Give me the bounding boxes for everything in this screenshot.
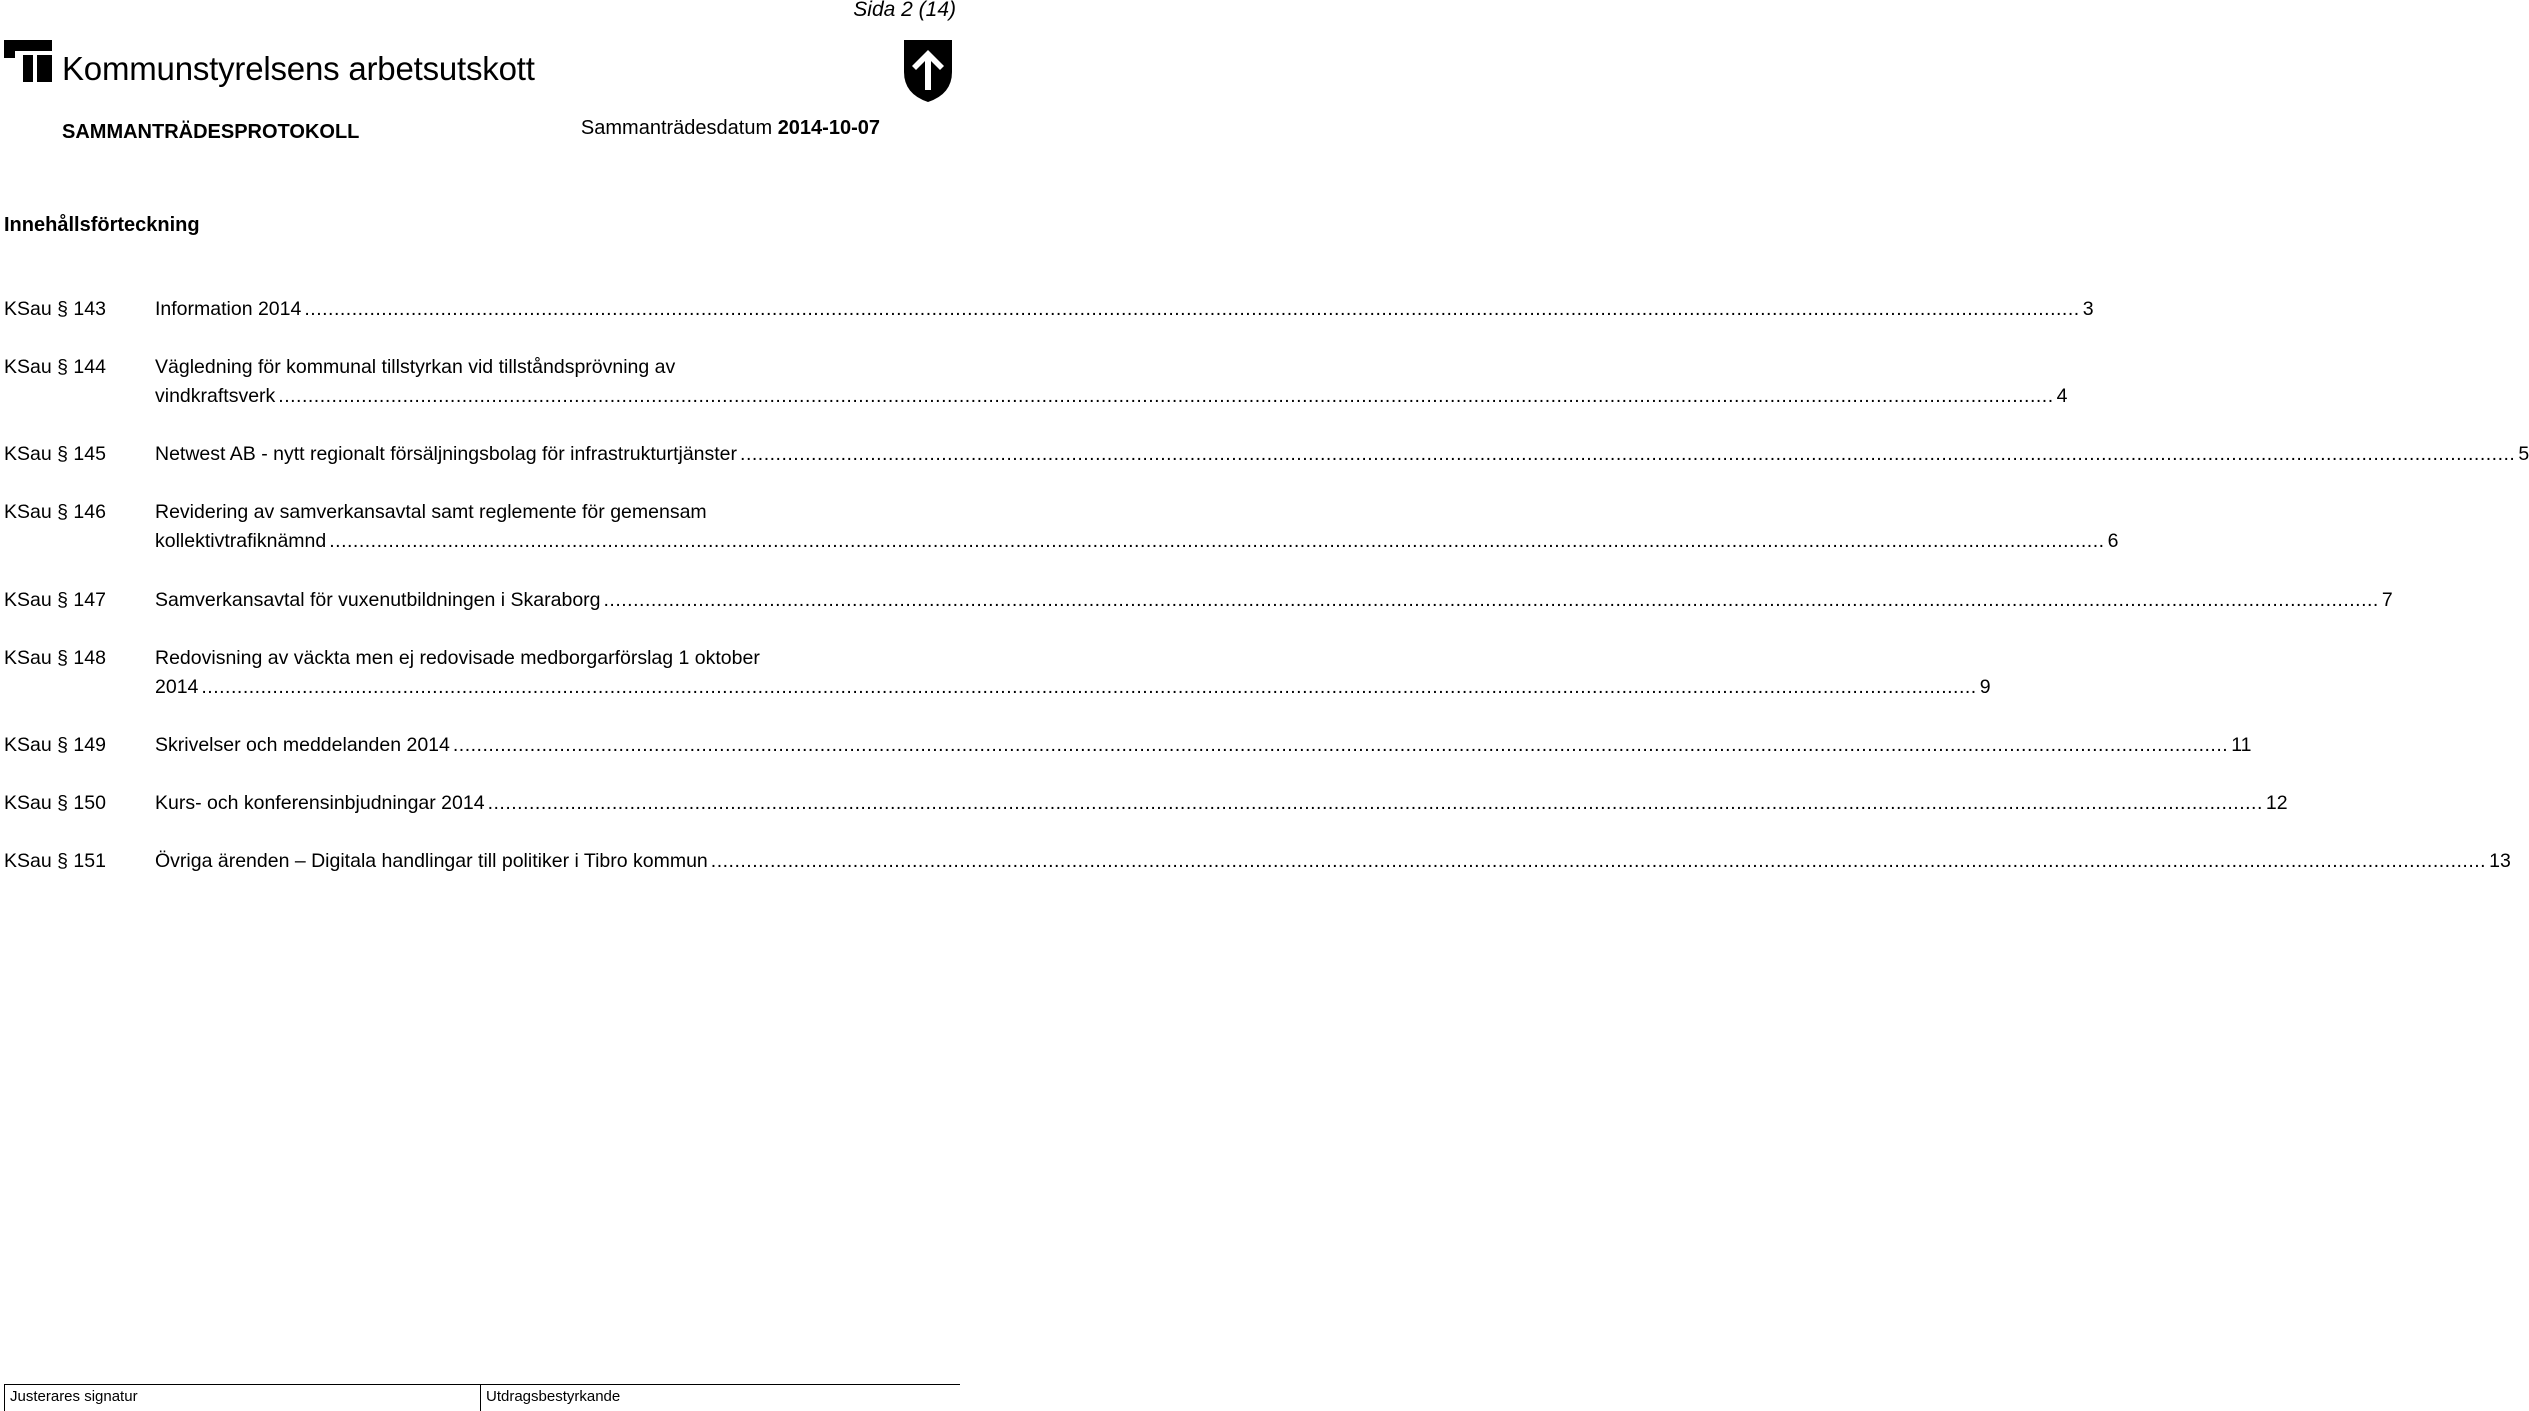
toc-page: 5 <box>2518 443 2529 465</box>
toc-page: 7 <box>2381 589 2393 611</box>
toc-ref: KSau § 151 <box>4 850 106 872</box>
toc-title: Information 2014 <box>155 298 302 320</box>
toc-leader: ............................................................................................................................................................................................................................................................................................................ <box>329 530 2105 552</box>
toc-title: Kurs- och konferensinbjudningar 2014 <box>155 792 485 814</box>
toc-ref: KSau § 150 <box>4 792 106 814</box>
coat-of-arms-icon <box>902 38 954 104</box>
toc-leader: ............................................................................................................................................................................................................................................................................................................ <box>452 734 2229 756</box>
toc-page: 6 <box>2107 530 2119 552</box>
toc-leader: ............................................................................................................................................................................................................................................................................................................ <box>740 443 2516 465</box>
toc-title: Vägledning för kommunal tillstyrkan vid tillståndsprövning av <box>155 356 676 378</box>
toc-title: Övriga ärenden – Digitala handlingar till politiker i Tibro kommun <box>155 850 708 872</box>
toc-page: 11 <box>2231 734 2252 756</box>
meeting-date-label: Sammanträdesdatum <box>580 117 773 139</box>
meeting-date: 2014-10-07 <box>777 117 880 139</box>
toc-ref: KSau § 147 <box>4 589 106 611</box>
toc-title: Netwest AB - nytt regionalt försäljningsbolag för infrastrukturtjänster <box>155 443 738 465</box>
toc-page: 12 <box>2265 792 2288 814</box>
tibro-logo-icon <box>4 40 52 82</box>
toc-leader: ............................................................................................................................................................................................................................................................................................................ <box>487 792 2263 814</box>
toc-leader: ............................................................................................................................................................................................................................................................................................................ <box>304 298 2080 320</box>
toc-title: Samverkansavtal för vuxenutbildningen i Skaraborg <box>155 589 601 611</box>
adjuster-signature-field: Justerares signatur <box>4 1385 480 1411</box>
page-number: Sida 2 (14) <box>853 0 956 21</box>
toc-ref: KSau § 146 <box>4 501 106 523</box>
toc-title-continued: 2014 <box>155 676 199 698</box>
toc-page: 13 <box>2489 850 2511 872</box>
toc-ref: KSau § 148 <box>4 647 106 669</box>
toc-title: Redovisning av väckta men ej redovisade medborgarförslag 1 oktober <box>155 647 760 669</box>
toc-page: 4 <box>2056 385 2068 407</box>
toc-title: Skrivelser och meddelanden 2014 <box>155 734 450 756</box>
toc-title-continued: vindkraftsverk <box>155 385 276 407</box>
toc-title-continued: kollektivtrafiknämnd <box>155 530 327 552</box>
toc-ref: KSau § 144 <box>4 356 106 378</box>
toc-leader: ............................................................................................................................................................................................................................................................................................................ <box>710 850 2487 872</box>
toc-heading: Innehållsförteckning <box>4 214 200 236</box>
toc-page: 9 <box>1979 676 1991 698</box>
protocol-label: SAMMANTRÄDESPROTOKOLL <box>62 121 360 143</box>
toc-leader: ............................................................................................................................................................................................................................................................................................................ <box>278 385 2054 407</box>
toc-page: 3 <box>2082 298 2094 320</box>
toc-ref: KSau § 143 <box>4 298 106 320</box>
committee-title: Kommunstyrelsens arbetsutskott <box>62 50 535 87</box>
signature-footer <box>4 1384 960 1411</box>
toc-leader: ............................................................................................................................................................................................................................................................................................................ <box>603 589 2379 611</box>
toc-title: Revidering av samverkansavtal samt reglemente för gemensam <box>155 501 707 523</box>
toc-ref: KSau § 145 <box>4 443 106 465</box>
extract-certification-field: Utdragsbestyrkande <box>480 1385 960 1411</box>
toc-leader: ............................................................................................................................................................................................................................................................................................................ <box>201 676 1977 698</box>
meeting-date-row <box>581 117 880 140</box>
toc-ref: KSau § 149 <box>4 734 106 756</box>
